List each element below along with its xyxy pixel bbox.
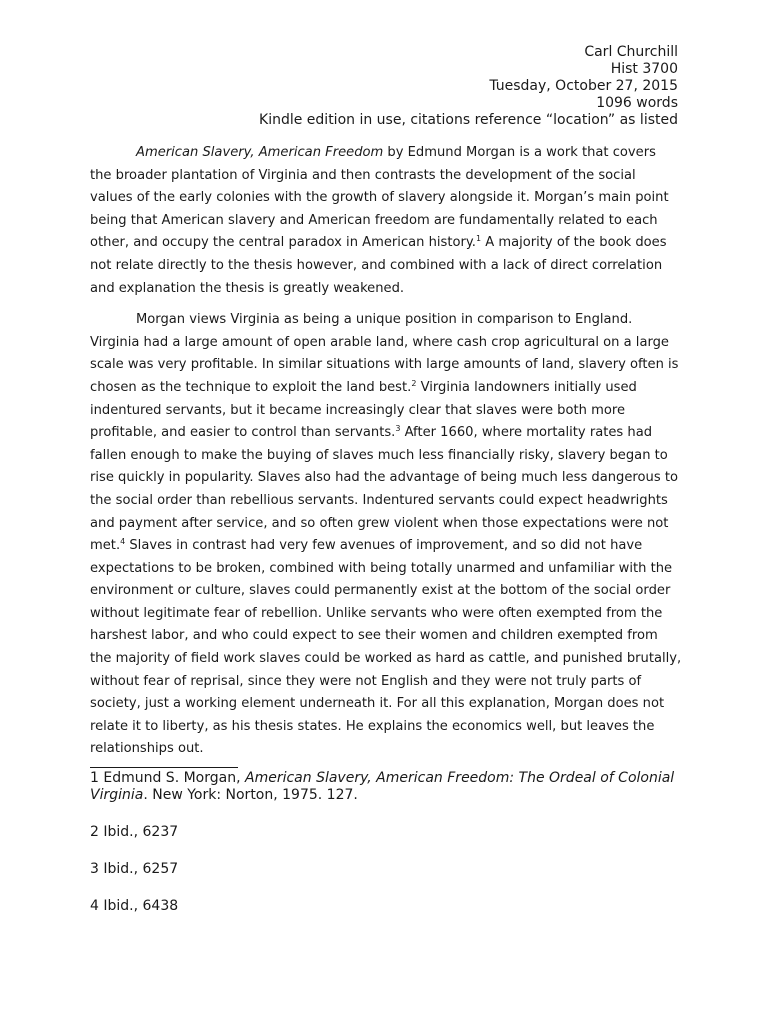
footnote-3: 3 Ibid., 6257 [90, 861, 179, 877]
paragraph-line: without fear of reprisal, since they were not English and they were not truly parts of [90, 673, 642, 689]
paragraph-line: the majority of field work slaves could be worked as hard as cattle, and punished brutally, [90, 651, 682, 667]
course-code: Hist 3700 [610, 61, 678, 77]
word-count: 1096 words [596, 95, 678, 111]
paragraph-line: without legitimate fear of rebellion. Unlike servants who were often exempted from the [90, 605, 663, 621]
paragraph-line: not relate directly to the thesis however, and combined with a lack of direct correlation [90, 257, 663, 273]
paragraph-line: values of the early colonies with the growth of slavery alongside it. Morgan’s main point [90, 190, 669, 206]
footnote-ref-4[interactable]: 4 [120, 537, 126, 547]
paragraph-2 [90, 309, 682, 761]
submission-date: Tuesday, October 27, 2015 [489, 78, 678, 94]
paragraph-line: society, just a working element underneath it. For all this explanation, Morgan does not [90, 696, 665, 712]
paragraph-line: environment or culture, slaves could permanently exist at the bottom of the social order [90, 583, 671, 599]
footnote-ref-2[interactable]: 2 [411, 378, 417, 388]
footnotes-section [90, 770, 690, 915]
footnote-separator [90, 767, 238, 768]
paragraph-line: relate it to liberty, as his thesis states. He explains the economics well, but leaves the [90, 718, 655, 734]
paragraph-line: and explanation the thesis is greatly weakened. [90, 280, 405, 296]
footnote-ref-3[interactable]: 3 [395, 424, 401, 434]
paragraph-line: and payment after service, and so often grew violent when those expectations were not [90, 515, 669, 531]
footnote-4: 4 Ibid., 6438 [90, 898, 179, 914]
paragraph-line: profitable, and easier to control than servants.$^3$ After 1660, where mortality rates had [90, 424, 653, 441]
paragraph-line: fallen enough to make the buying of slaves much less financially risky, slavery began to [90, 447, 668, 463]
paragraph-line: Virginia had a large amount of open arable land, where cash crop agricultural on a large [90, 334, 669, 350]
paragraph-line: Morgan views Virginia as being a unique position in comparison to England. [136, 312, 633, 328]
paragraph-line: chosen as the technique to exploit the land best.$^2$ Virginia landowners initially used [90, 378, 637, 395]
paragraph-line: the broader plantation of Virginia and then contrasts the development of the social [90, 167, 636, 183]
paragraph-line: harshest labor, and who could expect to see their women and children exempted from [90, 628, 658, 644]
footnote-ref-1[interactable]: 1 [475, 234, 482, 244]
author-name: Carl Churchill [584, 44, 678, 60]
paragraph-line: relationships out. [90, 741, 204, 757]
paragraph-line: other, and occupy the central paradox in American history.$^1$ A majority of the book does [90, 234, 667, 251]
document-header [259, 44, 678, 129]
footnote-book-title-cont: Virginia [90, 787, 144, 803]
book-title: American Slavery, American Freedom [136, 145, 384, 160]
paragraph-line: met.$^4$ Slaves in contrast had very few avenues of improvement, and so did not have [90, 537, 643, 554]
footnote-1: 1 Edmund S. Morgan, American Slavery, American Freedom: The Ordeal of Colonial Virginia. New York: Norton, 1975. 127. [90, 770, 675, 803]
paragraph-line: rise quickly in popularity. Slaves also had the advantage of being much less dangerous to [90, 470, 678, 486]
paragraph-line: being that American slavery and American freedom are fundamentally related to each [90, 212, 658, 228]
paragraph-line: the social order than rebellious servants. Indentured servants could expect headwrights [90, 492, 668, 508]
essay-body [90, 142, 682, 770]
paragraph-line: expectations to be broken, combined with being totally unarmed and unfamiliar with the [90, 560, 673, 576]
footnote-book-title: American Slavery, American Freedom: The Ordeal of Colonial [245, 770, 675, 786]
edition-note: Kindle edition in use, citations reference “location” as listed [259, 112, 678, 128]
paragraph-line: indentured servants, but it became increasingly clear that slaves were both more [90, 402, 626, 418]
footnote-2: 2 Ibid., 6237 [90, 824, 179, 840]
paragraph-line: American Slavery, American Freedom by Edmund Morgan is a work that covers [136, 145, 656, 160]
paragraph-1 [90, 142, 669, 300]
paragraph-line: scale was very profitable. In similar situations with large amounts of land, slavery often is [90, 357, 679, 373]
